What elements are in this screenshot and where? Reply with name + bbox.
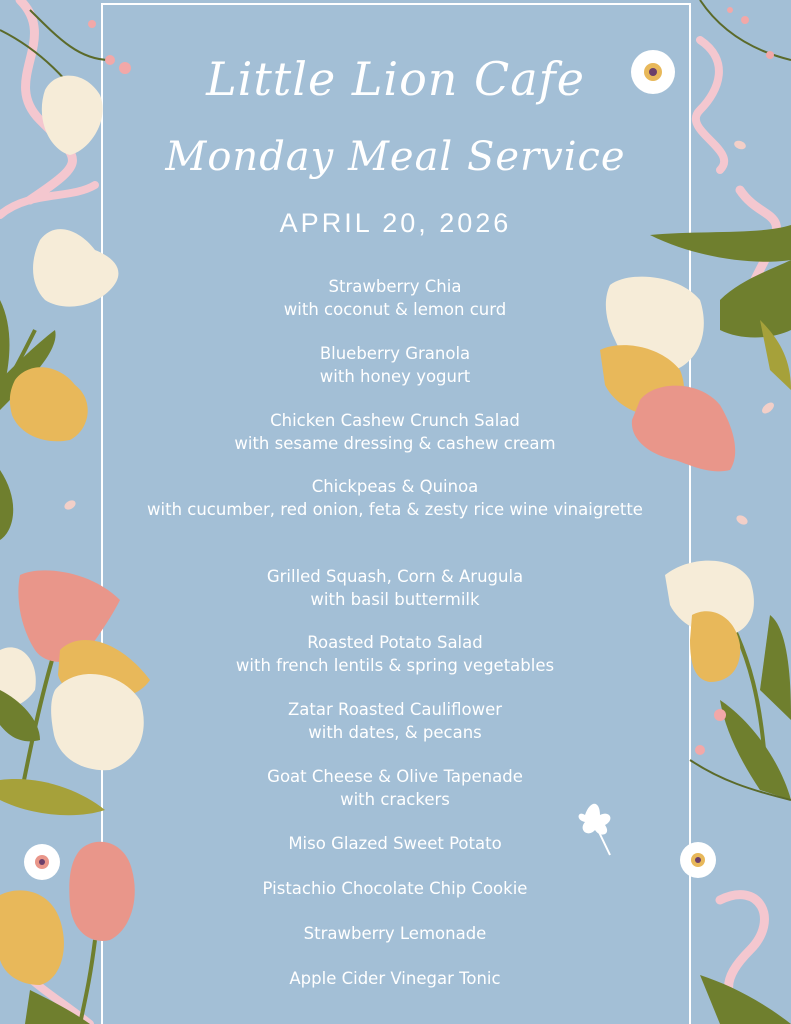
menu-item-name: Chicken Cashew Crunch Salad <box>270 411 520 430</box>
menu-item-desc: with cucumber, red onion, feta & zesty rice wine vinaigrette <box>147 499 643 519</box>
ribbon-icon <box>10 960 90 1024</box>
menu-item-name: Chickpeas & Quinoa <box>311 477 479 496</box>
ribbon-icon <box>696 40 724 170</box>
daisy-icon <box>24 844 60 880</box>
menu-item-name: Strawberry Chia <box>328 277 462 296</box>
leaf-icon <box>760 320 791 390</box>
leaf-icon <box>720 700 791 800</box>
leaf-icon <box>0 779 105 815</box>
tulip-icon <box>0 647 36 706</box>
leaf-icon <box>0 330 56 410</box>
menu-item-desc: with basil buttermilk <box>310 589 480 609</box>
menu-item-name: Goat Cheese & Olive Tapenade <box>267 767 523 786</box>
menu-item-name: Zatar Roasted Cauliflower <box>287 700 503 719</box>
tulip-icon <box>42 76 103 155</box>
menu-item-desc: with french lentils & spring vegetables <box>235 655 555 675</box>
menu-item <box>150 923 640 946</box>
menu-item <box>150 878 640 901</box>
menu-item-name: Pistachio Chocolate Chip Cookie <box>262 879 528 898</box>
service-title: Monday Meal Service <box>165 134 626 180</box>
leaf-icon <box>0 300 9 400</box>
petal-icon <box>63 499 77 512</box>
menu-item-name: Miso Glazed Sweet Potato <box>288 834 502 853</box>
menu-item-name: Grilled Squash, Corn & Arugula <box>266 567 524 586</box>
ribbon-icon <box>720 895 764 1024</box>
petal-icon <box>760 400 776 415</box>
menu-item <box>150 276 640 321</box>
menu-item-name: Blueberry Granola <box>319 344 471 363</box>
ribbon-icon <box>20 0 73 200</box>
menu-item-desc: with crackers <box>340 789 450 809</box>
menu-item-name: Roasted Potato Salad <box>307 633 483 652</box>
tulip-icon <box>10 367 88 441</box>
menu-item <box>150 699 640 744</box>
menu-item <box>150 566 640 611</box>
menu-item <box>120 476 670 521</box>
leaf-icon <box>760 615 791 720</box>
leaf-icon <box>700 975 791 1024</box>
menu-item <box>150 632 640 677</box>
petal-icon <box>735 514 749 527</box>
ribbon-icon <box>0 185 95 215</box>
leaf-icon <box>0 690 40 741</box>
cafe-title: Little Lion Cafe <box>206 52 585 106</box>
petal-icon <box>733 139 747 151</box>
menu-item <box>150 833 640 856</box>
menu-item-desc: with coconut & lemon curd <box>283 299 507 319</box>
leaf-icon <box>0 470 13 540</box>
menu-item-name: Strawberry Lemonade <box>303 924 487 943</box>
tulip-icon <box>0 890 64 985</box>
menu-item <box>150 343 640 388</box>
menu-item <box>150 968 640 991</box>
tulip-icon <box>690 611 740 682</box>
menu-item-name: Apple Cider Vinegar Tonic <box>289 969 501 988</box>
leaf-icon <box>25 990 90 1024</box>
menu-item-desc: with sesame dressing & cashew cream <box>234 433 556 453</box>
menu-item <box>150 410 640 455</box>
menu-item <box>150 766 640 811</box>
leaf-icon <box>720 260 791 338</box>
service-date: APRIL 20, 2026 <box>279 208 512 238</box>
menu-item-desc: with dates, & pecans <box>308 722 482 742</box>
ribbon-icon <box>740 190 777 320</box>
menu-item-desc: with honey yogurt <box>319 366 471 386</box>
